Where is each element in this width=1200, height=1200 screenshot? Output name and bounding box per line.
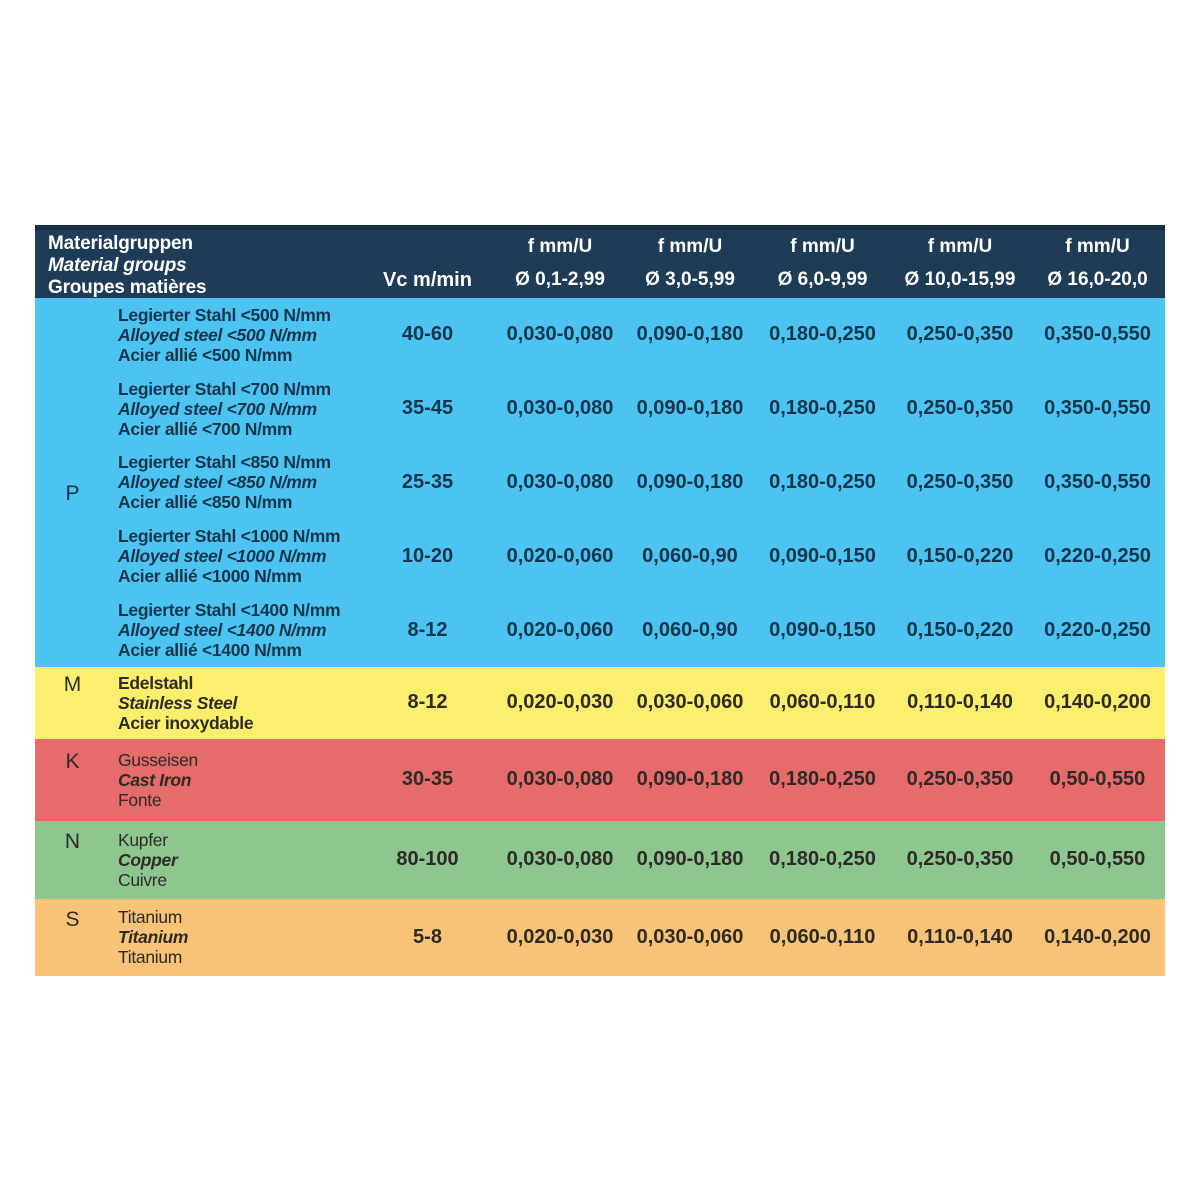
group-letter-N: N	[64, 829, 81, 853]
feed-value-3: 0,060-0,110	[769, 691, 876, 714]
feed-value-2: 0,090-0,180	[636, 397, 744, 420]
feed-value-2: 0,090-0,180	[636, 768, 744, 791]
feed-value-4: 0,150-0,220	[906, 544, 1014, 567]
feed-value-3: 0,060-0,110	[769, 925, 876, 948]
feed-value-3: 0,180-0,250	[769, 768, 876, 791]
group-K	[35, 739, 1165, 821]
feed-value-5: 0,350-0,550	[1044, 397, 1151, 420]
vc-value: 5-8	[413, 925, 442, 948]
feed-value-5: 0,140-0,200	[1044, 691, 1151, 714]
feed-value-5: 0,220-0,250	[1044, 618, 1151, 641]
feed-value-5: 0,50-0,550	[1049, 848, 1146, 871]
material-name-en: Alloyed steel <1000 N/mm	[118, 546, 327, 567]
feed-value-4: 0,150-0,220	[906, 618, 1014, 641]
material-name-fr: Acier allié <1400 N/mm	[118, 640, 302, 661]
feed-value-5: 0,220-0,250	[1044, 544, 1151, 567]
feed-value-5: 0,140-0,200	[1044, 925, 1151, 948]
feed-unit-label: f mm/U	[927, 236, 993, 257]
group-letter-P: P	[65, 482, 80, 506]
feed-value-2: 0,060-0,90	[642, 544, 738, 567]
feed-unit-label: f mm/U	[790, 236, 855, 257]
material-name-fr: Acier allié <500 N/mm	[118, 344, 293, 365]
feed-diameter-range: Ø 10,0-15,99	[904, 269, 1016, 290]
material-name-de: Edelstahl	[118, 672, 194, 693]
feed-value-1: 0,030-0,080	[506, 470, 614, 493]
feed-value-3: 0,180-0,250	[769, 848, 876, 871]
vc-value: 30-35	[401, 768, 454, 791]
material-name-de: Legierter Stahl <850 N/mm	[118, 452, 331, 473]
vc-value: 25-35	[401, 470, 454, 493]
feed-value-4: 0,250-0,350	[906, 323, 1014, 346]
feed-value-1: 0,020-0,030	[506, 925, 614, 948]
feed-value-1: 0,030-0,080	[506, 323, 614, 346]
material-cell	[110, 519, 360, 593]
vc-value: 35-45	[401, 397, 454, 420]
feed-value-3: 0,090-0,150	[769, 544, 876, 567]
group-letter-K: K	[65, 749, 80, 773]
vc-value: 8-12	[407, 618, 448, 641]
material-cell	[110, 593, 360, 667]
header-title-en: Material groups	[48, 255, 187, 276]
material-name-de: Legierter Stahl <1400 N/mm	[118, 600, 341, 621]
feed-value-4: 0,250-0,350	[906, 470, 1014, 493]
material-name-fr: Acier allié <1000 N/mm	[118, 566, 302, 587]
material-name-fr: Cuivre	[118, 869, 167, 890]
feed-value-2: 0,090-0,180	[636, 848, 744, 871]
header-feed-col-4	[890, 230, 1030, 299]
header-vc	[360, 230, 495, 299]
feed-value-2: 0,060-0,90	[642, 618, 738, 641]
group-M	[35, 667, 1165, 739]
feed-value-3: 0,180-0,250	[769, 323, 876, 346]
feed-unit-label: f mm/U	[657, 236, 723, 257]
feed-value-1: 0,020-0,060	[506, 618, 614, 641]
material-name-fr: Acier allié <700 N/mm	[118, 418, 293, 439]
group-P	[35, 298, 1165, 667]
header-feed-col-5	[1030, 230, 1165, 299]
table-row-p4	[35, 519, 1165, 593]
material-name-de: Legierter Stahl <1000 N/mm	[118, 526, 341, 547]
cutting-data-table	[35, 225, 1165, 976]
table-header	[35, 225, 1165, 298]
feed-value-4: 0,250-0,350	[906, 848, 1014, 871]
header-feed-col-3	[755, 230, 890, 299]
material-name-en: Alloyed steel <1400 N/mm	[118, 620, 327, 641]
feed-value-5: 0,350-0,550	[1044, 323, 1151, 346]
material-cell	[110, 372, 360, 446]
header-material-groups	[35, 230, 360, 299]
letter-column-spacer	[35, 372, 110, 446]
letter-column-spacer	[35, 519, 110, 593]
material-cell	[110, 667, 360, 739]
header-title-de: Materialgruppen	[48, 233, 193, 254]
feed-value-2: 0,030-0,060	[636, 691, 744, 714]
material-name-en: Alloyed steel <700 N/mm	[118, 398, 317, 419]
table-row-p3	[35, 446, 1165, 520]
feed-value-1: 0,020-0,060	[506, 544, 614, 567]
feed-value-1: 0,030-0,080	[506, 768, 614, 791]
group-S	[35, 899, 1165, 976]
material-cell	[110, 446, 360, 520]
material-cell	[110, 739, 360, 821]
material-cell	[110, 821, 360, 899]
material-name-en: Alloyed steel <500 N/mm	[118, 324, 317, 345]
material-name-en: Copper	[118, 849, 178, 870]
table-row-p5	[35, 593, 1165, 667]
group-letter-S: S	[65, 907, 80, 931]
letter-column-spacer	[35, 593, 110, 667]
feed-value-3: 0,180-0,250	[769, 470, 876, 493]
feed-unit-label: f mm/U	[1065, 236, 1130, 257]
letter-column-spacer	[35, 298, 110, 372]
material-name-fr: Acier allié <850 N/mm	[118, 492, 293, 513]
material-name-fr: Titanium	[118, 947, 183, 968]
material-name-de: Kupfer	[118, 829, 168, 850]
feed-diameter-range: Ø 16,0-20,0	[1047, 269, 1148, 290]
material-name-de: Legierter Stahl <500 N/mm	[118, 304, 331, 325]
feed-unit-label: f mm/U	[527, 236, 593, 257]
table-row-p2	[35, 372, 1165, 446]
group-N	[35, 821, 1165, 899]
feed-value-1: 0,030-0,080	[506, 397, 614, 420]
header-feed-col-2	[625, 230, 755, 299]
material-name-de: Gusseisen	[118, 749, 198, 770]
feed-value-2: 0,090-0,180	[636, 470, 744, 493]
feed-value-3: 0,180-0,250	[769, 397, 876, 420]
feed-diameter-range: Ø 3,0-5,99	[645, 269, 735, 290]
group-letter-M: M	[63, 672, 82, 696]
material-name-en: Stainless Steel	[118, 692, 238, 713]
vc-value: 40-60	[401, 323, 454, 346]
header-vc-label: Vc m/min	[383, 269, 472, 291]
material-name-fr: Acier inoxydable	[118, 712, 254, 733]
table-row-p1	[35, 298, 1165, 372]
vc-value: 8-12	[407, 691, 448, 714]
feed-value-1: 0,030-0,080	[506, 848, 614, 871]
feed-value-4: 0,110-0,140	[907, 925, 1013, 948]
material-name-de: Titanium	[118, 907, 183, 928]
header-feed-col-1	[495, 230, 625, 299]
material-name-de: Legierter Stahl <700 N/mm	[118, 378, 331, 399]
feed-value-5: 0,350-0,550	[1044, 470, 1151, 493]
material-name-en: Alloyed steel <850 N/mm	[118, 472, 317, 493]
feed-diameter-range: Ø 0,1-2,99	[515, 269, 605, 290]
vc-value: 10-20	[401, 544, 454, 567]
material-name-en: Cast Iron	[118, 769, 192, 790]
feed-value-3: 0,090-0,150	[769, 618, 876, 641]
material-cell	[110, 899, 360, 976]
feed-value-5: 0,50-0,550	[1049, 768, 1146, 791]
feed-value-2: 0,090-0,180	[636, 323, 744, 346]
feed-value-2: 0,030-0,060	[636, 925, 744, 948]
header-title-fr: Groupes matières	[48, 277, 207, 298]
feed-value-4: 0,250-0,350	[906, 397, 1014, 420]
feed-value-4: 0,110-0,140	[907, 691, 1013, 714]
material-cell	[110, 298, 360, 372]
feed-value-4: 0,250-0,350	[906, 768, 1014, 791]
feed-value-1: 0,020-0,030	[506, 691, 614, 714]
feed-diameter-range: Ø 6,0-9,99	[777, 269, 868, 290]
vc-value: 80-100	[396, 848, 459, 871]
material-name-en: Titanium	[118, 927, 189, 948]
material-name-fr: Fonte	[118, 789, 162, 810]
